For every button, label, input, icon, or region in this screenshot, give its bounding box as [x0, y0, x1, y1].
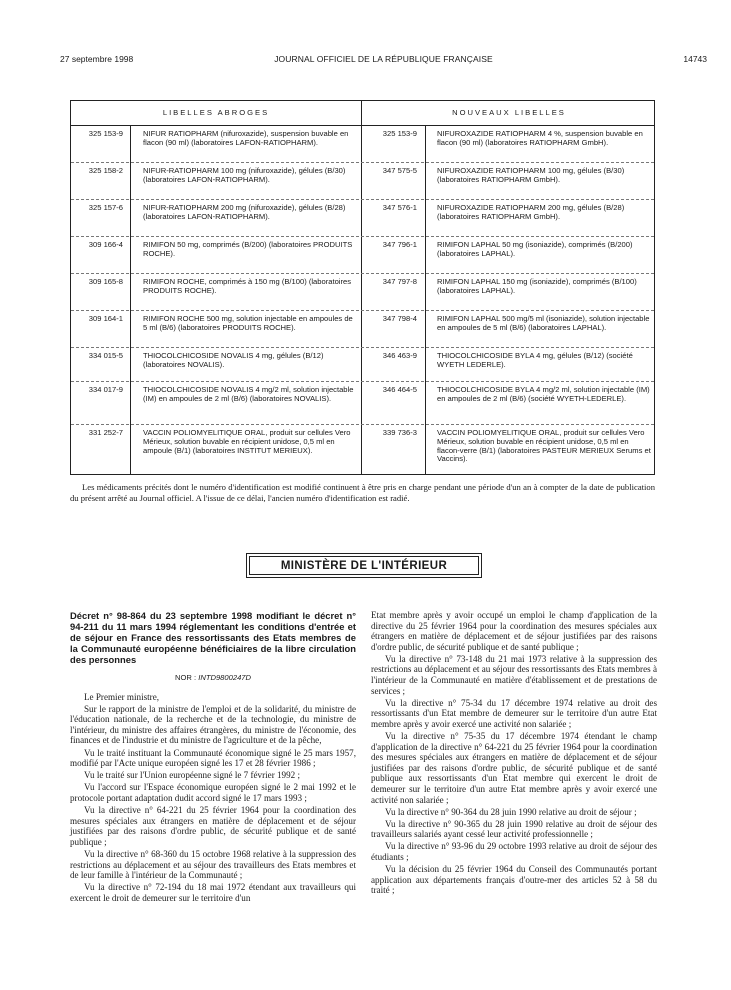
old-code-cell: 309 166-4 [88, 240, 123, 249]
old-label-cell: THIOCOLCHICOSIDE NOVALIS 4 mg/2 ml, solution injectable (IM) en ampoules de 2 ml (B/6) (laboratoires NOVALIS). [143, 385, 354, 403]
header-page-number: 14743 [683, 54, 707, 64]
old-label-cell: VACCIN POLIOMYELITIQUE ORAL, produit sur cellules Vero Mérieux, solution buvable en récipient unidose, 0,5 ml en ampoule (B/1) (laboratoires INSTITUT MERIEUX). [143, 428, 351, 455]
table-row [71, 310, 654, 348]
table-row [71, 347, 654, 382]
header-date: 27 septembre 1998 [60, 54, 134, 64]
decree-paragraph: Vu la directive n° 90-365 du 28 juin 1990 relative au droit de séjour des travailleurs salariés ayant cessé leur activité professionnelle ; [371, 818, 657, 840]
table-header [71, 101, 654, 126]
header-journal-title: JOURNAL OFFICIEL DE LA RÉPUBLIQUE FRANÇAISE [274, 54, 493, 64]
table-body [71, 125, 654, 474]
decree-paragraph: Etat membre après y avoir occupé un emploi le champ d'application de la directive du 25 février 1964 pour la coordination des mesures spéciales aux étrangers en matière de déplacement et de séjour justifiées par des raisons d'ordre public, de sécurité publique et de santé publique ; [371, 610, 657, 652]
text-column-left [70, 610, 356, 905]
old-code-cell: 334 015-5 [88, 351, 123, 360]
decree-paragraph: Vu le traité instituant la Communauté économique signé le 25 mars 1957, modifié par l'Acte unique européen signé les 17 et 28 février 1986 ; [70, 747, 356, 769]
new-code-cell: 325 153-9 [382, 129, 417, 138]
ministry-heading-box [246, 553, 482, 578]
decree-paragraph: Vu la directive n° 73-148 du 21 mai 1973 relative à la suppression des restrictions au déplacement et au séjour des ressortissants des Etats membres à l'intérieur de la Communauté en matière d'établissement et de prestations de services ; [371, 653, 657, 696]
header-new-labels: NOUVEAUX LIBELLES [452, 108, 566, 117]
decree-title: Décret n° 98-864 du 23 septembre 1998 modifiant le décret n° 94-211 du 11 mars 1994 réglementant les conditions d'entrée et de séjour en France des ressortissants des Etats membres de la Communauté européenne bénéficiaires de la libre circulation des personnes [70, 610, 356, 665]
new-code-cell: 346 464-5 [382, 385, 417, 394]
decree-paragraph: Vu la décision du 25 février 1964 du Conseil des Communautés portant application aux départements français d'outre-mer des articles 52 à 58 du traité ; [371, 864, 657, 896]
old-label-cell: RIMIFON ROCHE 500 mg, solution injectable en ampoules de 5 ml (B/6) (laboratoires PRODUITS ROCHE). [143, 314, 353, 332]
decree-paragraph: Vu la directive n° 90-364 du 28 juin 1990 relative au droit de séjour ; [385, 806, 637, 817]
old-label-cell: THIOCOLCHICOSIDE NOVALIS 4 mg, gélules (B/12) (laboratoires NOVALIS). [143, 351, 324, 369]
old-code-cell: 325 157-6 [88, 203, 123, 212]
decree-paragraph: Vu la directive n° 64-221 du 25 février 1964 pour la coordination des mesures spéciales aux étrangers en matière de déplacement et de séjour justifiées par des raisons d'ordre public, de sécurité publique et de santé publique ; [70, 805, 356, 847]
right-paragraphs [371, 610, 657, 896]
table-row [71, 381, 654, 425]
old-code-cell: 309 165-8 [88, 277, 123, 286]
decree-paragraph: Vu la directive n° 68-360 du 15 octobre 1968 relative à la suppression des restrictions au déplacement et au séjour des travailleurs des Etats membres et de leur famille à l'intérieur de la Communauté ; [70, 848, 356, 881]
new-code-cell: 347 797-8 [382, 277, 417, 286]
new-code-cell: 339 736-3 [382, 428, 417, 437]
nor-label: NOR : [175, 673, 197, 682]
new-label-cell: VACCIN POLIOMYELITIQUE ORAL, produit sur cellules Vero Mérieux, solution buvable en récipient unidose, 0,5 ml en flacon-verre (B/1) (laboratoires PASTEUR MERIEUX Serums et Vaccins). [437, 428, 651, 464]
new-label-cell: NIFUROXAZIDE RATIOPHARM 4 %, suspension buvable en flacon (90 ml) (laboratoires RATIOPHARM GmbH). [437, 129, 643, 147]
old-label-cell: RIMIFON 50 mg, comprimés (B/200) (laboratoires PRODUITS ROCHE). [143, 240, 353, 258]
new-label-cell: THIOCOLCHICOSIDE BYLA 4 mg/2 ml, solution injectable (IM) en ampoules de 2 ml (B/6) (société WYETH-LEDERLE). [437, 385, 650, 403]
decree-paragraph: Sur le rapport de la ministre de l'emploi et de la solidarité, du ministre de l'éducation nationale, de la recherche et de la technologie, du ministre de l'intérieur, du ministre des affaires étrangères, du ministre de l'économie, des finances et de l'industrie et du ministre de l'agriculture et de la pêche, [70, 703, 356, 746]
new-code-cell: 347 798-4 [382, 314, 417, 323]
left-paragraphs [70, 692, 356, 904]
new-label-cell: RIMIFON LAPHAL 50 mg (isoniazide), comprimés (B/200) (laboratoires LAPHAL). [437, 240, 633, 258]
nor-value: INTD9800247D [198, 673, 251, 682]
table-row [71, 199, 654, 237]
decree-paragraph: Vu la directive n° 93-96 du 29 octobre 1993 relative au droit de séjour des étudiants ; [371, 841, 657, 863]
table-footnote: Les médicaments précités dont le numéro d'identification est modifié continuent à être pris en charge pendant une période d'un an à compter de la date de publication du présent arrêté au Journal officiel. A l'issue de ce délai, l'ancien numéro d'identification est radié. [70, 482, 655, 503]
old-label-cell: NIFUR-RATIOPHARM 200 mg (nifuroxazide), gélules (B/28) (laboratoires LAFON-RATIOPHARM). [143, 203, 346, 221]
old-code-cell: 331 252-7 [88, 428, 123, 437]
table-row [71, 162, 654, 200]
decree-paragraph: Vu la directive n° 75-34 du 17 décembre 1974 relative au droit des ressortissants d'un Etat membre de demeurer sur le territoire d'un autre Etat membre après y avoir exercé une activité non salariée ; [371, 697, 657, 729]
old-code-cell: 325 158-2 [88, 166, 123, 175]
text-column-right [371, 610, 657, 897]
old-label-cell: NIFUR RATIOPHARM (nifuroxazide), suspension buvable en flacon (90 ml) (laboratoires LAFON-RATIOPHARM). [143, 129, 349, 147]
header-abrogated-labels: LIBELLES ABROGES [162, 108, 270, 117]
decree-paragraph: Vu le traité sur l'Union européenne signé le 7 février 1992 ; [84, 770, 300, 781]
old-code-cell: 325 153-9 [88, 129, 123, 138]
new-label-cell: RIMIFON LAPHAL 500 mg/5 ml (isoniazide), solution injectable en ampoules de 5 ml (B/6) (laboratoires LAPHAL). [437, 314, 650, 332]
nor-reference [70, 673, 356, 684]
decree-paragraph: Le Premier ministre, [84, 691, 160, 702]
new-code-cell: 347 575-5 [382, 166, 417, 175]
old-code-cell: 334 017-9 [88, 385, 123, 394]
new-label-cell: THIOCOLCHICOSIDE BYLA 4 mg, gélules (B/12) (société WYETH LEDERLE). [437, 351, 633, 369]
new-label-cell: NIFUROXAZIDE RATIOPHARM 100 mg, gélules (B/30) (laboratoires RATIOPHARM GmbH). [437, 166, 625, 184]
new-code-cell: 346 463-9 [382, 351, 417, 360]
old-label-cell: RIMIFON ROCHE, comprimés à 150 mg (B/100) (laboratoires PRODUITS ROCHE). [143, 277, 352, 295]
old-code-cell: 309 164-1 [88, 314, 123, 323]
new-code-cell: 347 796-1 [382, 240, 417, 249]
decree-paragraph: Vu l'accord sur l'Espace économique européen signé le 2 mai 1992 et le protocole portant adaptation dudit accord signé le 17 mars 1993 ; [70, 782, 356, 803]
table-row [71, 236, 654, 274]
medication-label-table [70, 100, 655, 475]
old-label-cell: NIFUR-RATIOPHARM 100 mg (nifuroxazide), gélules (B/30) (laboratoires LAFON-RATIOPHARM). [143, 166, 346, 184]
new-code-cell: 347 576-1 [382, 203, 417, 212]
new-label-cell: NIFUROXAZIDE RATIOPHARM 200 mg, gélules (B/28) (laboratoires RATIOPHARM GmbH). [437, 203, 625, 221]
new-label-cell: RIMIFON LAPHAL 150 mg (isoniazide), comprimés (B/100) (laboratoires LAPHAL). [437, 277, 637, 295]
table-row [71, 125, 654, 163]
page-header [60, 54, 707, 68]
table-row [71, 424, 654, 470]
ministry-heading: MINISTÈRE DE L'INTÉRIEUR [249, 556, 479, 575]
table-row [71, 273, 654, 311]
decree-paragraph: Vu la directive n° 72-194 du 18 mai 1972 étendant aux travailleurs qui exercent le droit de demeurer sur le territoire d'un [70, 882, 356, 903]
decree-paragraph: Vu la directive n° 75-35 du 17 décembre 1974 étendant le champ d'application de la directive n° 64-221 du 25 février 1964 pour la coordination des mesures spéciales aux étrangers en matière de déplacement et de séjour justifiées par des raisons d'ordre public, de sécurité publique et de santé publique aux ressortissants d'un Etat membre qui exercent le droit de demeurer sur le territoire d'un autre Etat membre après y avoir exercé une activité non salariée ; [371, 731, 657, 805]
